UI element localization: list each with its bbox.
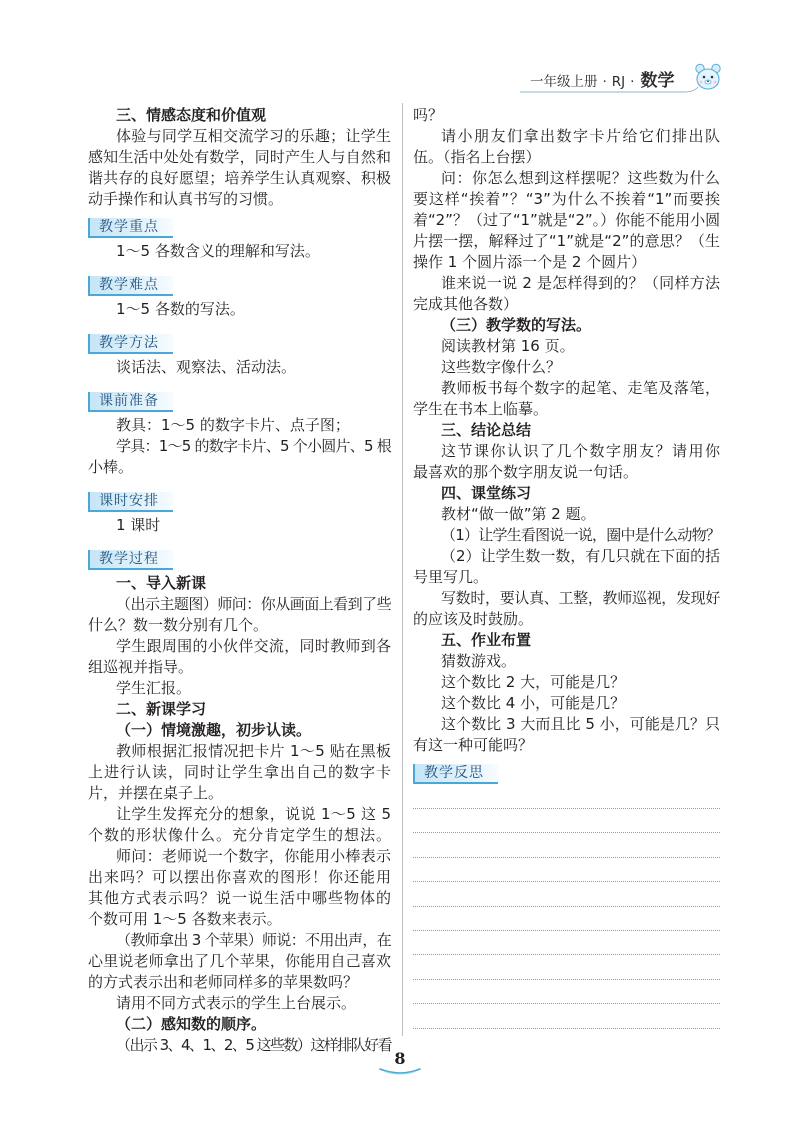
paragraph-line: 教具：1～5 的数字卡片、点子图； (116, 416, 350, 434)
paragraph-line: 教材“做一做”第 2 题。 (441, 504, 596, 523)
writing-line (413, 931, 720, 955)
section-tag-row (88, 274, 391, 294)
paragraph-line: 学生跟周围的小伙伴交流，同时教师到各 (116, 637, 391, 655)
writing-line (413, 809, 720, 833)
paragraph-line: 什么？数一数分别有几个。 (88, 616, 269, 634)
paragraph-line: 这个数比 3 大而且比 5 小，可能是几？只 (441, 714, 720, 733)
section-tag-reflection: 教学反思 (413, 764, 498, 784)
paragraph-line: 请小朋友们拿出数字卡片给它们排出队 (441, 126, 720, 145)
paragraph-line: 写数时，要认真、工整，教师巡视，发现好 (441, 588, 720, 607)
writing-line (413, 955, 720, 979)
writing-line (413, 1004, 720, 1028)
subsection-heading-part3: （三）教学数的写法。 (441, 315, 592, 334)
paragraph-line: 这些数字像什么？ (441, 357, 562, 376)
section-heading-practice: 四、课堂练习 (441, 483, 532, 502)
right-column (413, 105, 720, 788)
paragraph-line: 组巡视并指导。 (88, 658, 194, 676)
paragraph-line: 伍。（指名上台摆） (413, 147, 541, 166)
writing-line (413, 785, 720, 809)
section-tag-row (88, 390, 391, 410)
section-tag-preparation: 课前准备 (88, 392, 173, 412)
section-tag-process: 教学过程 (88, 550, 173, 570)
section-tag-schedule: 课时安排 (88, 492, 173, 512)
paragraph-line: 这个数比 4 小，可能是几？ (441, 693, 626, 712)
section-tag-key-points: 教学重点 (88, 218, 173, 238)
header-edition: RJ (611, 74, 626, 90)
paragraph-line: 片，并摆在桌子上。 (88, 784, 224, 802)
paragraph-line: 让学生发挥充分的想象，说说 1～5 这 5 (116, 805, 391, 823)
paragraph-line: 要这样“挨着”？“3”为什么不挨着“1”而要挨 (413, 189, 720, 208)
paragraph-line: 小棒。 (88, 458, 134, 476)
section-tag-methods: 教学方法 (88, 334, 173, 354)
paragraph-line: 心里说老师拿出了几个苹果，你能用自己喜欢 (88, 952, 391, 970)
section-tag-difficulties: 教学难点 (88, 276, 173, 296)
bear-mascot-icon (696, 64, 720, 89)
paragraph-line: 问：你怎么想到这样摆呢？这些数为什么 (441, 168, 720, 187)
paragraph-line: 最喜欢的那个数字朋友说一句话。 (413, 462, 639, 481)
paragraph-line: 完成其他各数） (413, 294, 519, 313)
paragraph-line: （教师拿出 3 个苹果）师说：不用出声，在 (116, 931, 391, 949)
paragraph-line: 谐共存的良好愿望；培养学生认真观察、积极 (88, 168, 391, 187)
header-separator: · (602, 74, 607, 90)
section-heading-new-lesson: 二、新课学习 (116, 700, 207, 718)
paragraph-line: 猜数游戏。 (441, 651, 517, 670)
header-grade: 一年级上册 (530, 74, 598, 90)
paragraph-line: 1～5 各数含义的理解和写法。 (116, 242, 320, 260)
paragraph-line: 谈话法、观察法、活动法。 (116, 358, 297, 376)
paragraph-line: 操作 1 个圆片添一个是 2 个圆片） (413, 252, 647, 271)
paragraph-line: 的方式表示出和老师同样多的苹果数吗？ (88, 973, 359, 991)
reflection-writing-lines (413, 785, 720, 1029)
paragraph-line: 教师板书每个数字的起笔、走笔及落笔， (441, 378, 720, 397)
paragraph-line: 的应该及时鼓励。 (413, 609, 534, 628)
paragraph-line: 片摆一摆，解释过了“1”就是“2”的意思？（生 (413, 231, 720, 250)
running-header (530, 70, 674, 92)
paragraph-line: 号里写几。 (413, 567, 489, 586)
paragraph-line: 其他方式表示吗？说一说生活中哪些物体的 (88, 889, 391, 907)
writing-line (413, 833, 720, 857)
section-tag-row (88, 332, 391, 352)
paragraph-line: 体验与同学互相交流学习的乐趣；让学生 (116, 126, 391, 145)
section-heading-summary: 三、结论总结 (441, 420, 532, 439)
paragraph-line: 着“2”？（过了“1”就是“2”。）你能不能用小圆 (413, 210, 720, 229)
paragraph-line: 出来吗？可以摆出你喜欢的图形！你还能用 (88, 868, 391, 886)
page-number: 8 (394, 1049, 406, 1068)
header-separator: · (630, 74, 635, 90)
paragraph-line: 阅读教材第 16 页。 (441, 336, 575, 355)
section-tag-row (88, 216, 391, 236)
paragraph-line: 感知生活中处处有数学，同时产生人与自然和 (88, 147, 391, 166)
paragraph-line: 动手操作和认真书写的习惯。 (88, 189, 284, 208)
paragraph-line: 师问：老师说一个数字，你能用小棒表示 (116, 847, 391, 865)
paragraph-line: 吗？ (413, 105, 444, 124)
writing-line (413, 858, 720, 882)
paragraph-line: 教师根据汇报情况把卡片 1～5 贴在黑板 (116, 742, 391, 760)
paragraph-line: 1～5 各数的写法。 (116, 300, 245, 318)
paragraph-line: 谁来说一说 2 是怎样得到的？（同样方法 (441, 273, 720, 292)
section-heading-intro: 一、导入新课 (116, 574, 207, 592)
subsection-heading-part2: （二）感知数的顺序。 (116, 1015, 267, 1033)
paragraph-line: 学生在书本上临摹。 (413, 399, 549, 418)
paragraph-line: 有这一种可能吗？ (413, 735, 534, 754)
writing-line (413, 980, 720, 1004)
header-subject: 数学 (640, 71, 675, 91)
subsection-heading-part1: （一）情境激趣，初步认读。 (116, 721, 312, 739)
paragraph-line: 个数的形状像什么。充分肯定学生的想法。 (88, 826, 391, 844)
section-heading-attitudes: 三、情感态度和价值观 (116, 105, 267, 124)
paragraph-line: 个数可用 1～5 各数来表示。 (88, 910, 282, 928)
section-tag-row (88, 490, 391, 510)
section-heading-homework: 五、作业布置 (441, 630, 532, 649)
paragraph-line: （2）让学生数一数，有几只就在下面的括 (441, 546, 720, 565)
paragraph-line: 学生汇报。 (116, 679, 192, 697)
column-divider (402, 103, 403, 1036)
section-tag-row (413, 762, 720, 782)
paragraph-line: 1 课时 (116, 516, 161, 534)
section-tag-row (88, 548, 391, 568)
paragraph-line: 学具：1～5 的数字卡片、5 个小圆片、5 根 (116, 437, 391, 455)
writing-line (413, 882, 720, 906)
left-column (88, 105, 391, 1057)
paragraph-line: 这个数比 2 大，可能是几？ (441, 672, 626, 691)
writing-line (413, 907, 720, 931)
paragraph-line: 上进行认读，同时让学生拿出自己的数字卡 (88, 763, 391, 781)
paragraph-line: （1）让学生看图说一说，圈中是什么动物？ (441, 525, 720, 544)
paragraph-line: 这节课你认识了几个数字朋友？请用你 (441, 441, 720, 460)
paragraph-line: （出示 3、4、1、2、5 这些数）这样排队好看 (116, 1036, 391, 1054)
paragraph-line: （出示主题图）师问：你从画面上看到了些 (116, 595, 391, 613)
page-number-swoosh (378, 1066, 422, 1076)
paragraph-line: 请用不同方式表示的学生上台展示。 (116, 994, 357, 1012)
